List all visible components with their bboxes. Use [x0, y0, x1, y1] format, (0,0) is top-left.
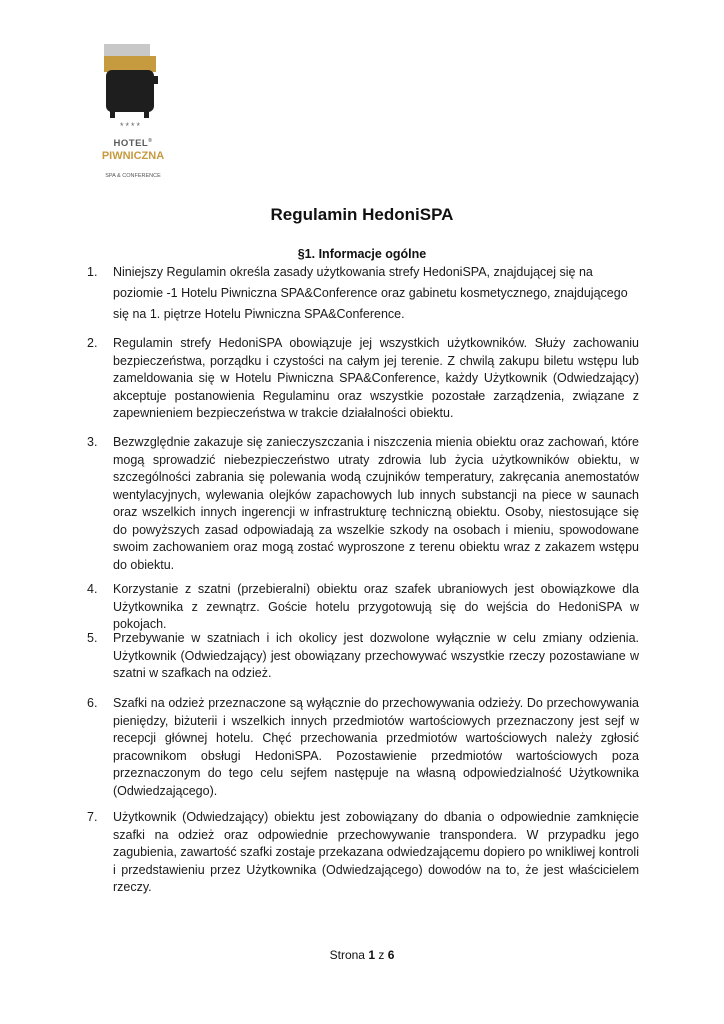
rule-item [87, 695, 639, 800]
rule-number: 3. [87, 435, 98, 449]
logo-leg [144, 108, 149, 118]
document-title: Regulamin HedoniSPA [270, 205, 454, 224]
rule-number: 4. [87, 582, 98, 596]
rule-text: Użytkownik (Odwiedzający) obiektu jest zobowiązany do dbania o odpowiednie zamknięcie szafki na odzież oraz odpowiednie przechowywanie transpondera. W przypadku jego zagubienia, zawartość szafki zostaje przekazana odwiedzającemu dopiero po wnikliwej kontroli i przedstawieniu przez Użytkownika (Odwiedzającego) dowodów na to, że jest właścicielem rzeczy. [113, 810, 639, 894]
rule-text: Przebywanie w szatniach i ich okolicy jest dozwolone wyłącznie w celu zmiany odzienia. Użytkownik (Odwiedzający) jest obowiązany przechowywać wszystkie rzeczy pozostawiane w szatni w szafkach na odzież. [113, 631, 639, 680]
rule-number: 2. [87, 336, 98, 350]
rule-text: Niniejszy Regulamin określa zasady użytkowania strefy HedoniSPA, znajdującej się na poziomie -1 Hotelu Piwniczna SPA&Conference oraz gabinetu kosmetycznego, znajdującego się na 1. piętrze Hotelu Piwniczna SPA&Conference. [113, 265, 628, 321]
rule-number: 7. [87, 810, 98, 824]
registered-mark: ® [148, 138, 153, 144]
hotel-stars: **** [119, 121, 142, 131]
page-label: Strona [329, 948, 365, 962]
rule-item [87, 581, 639, 634]
current-page-number: 1 [368, 948, 375, 962]
brand-hotel-label: HOTEL® [113, 138, 153, 150]
logo-dark-body [106, 70, 154, 112]
total-pages-number: 6 [387, 948, 395, 962]
rule-text: Korzystanie z szatni (przebieralni) obiektu oraz szafek ubraniowych jest obowiązkowe dla Użytkownika z zewnątrz. Goście hotelu przygotowują się do wejścia do HedoniSPA w pokojach. [113, 582, 639, 631]
logo-head [148, 76, 158, 84]
rule-item [87, 630, 639, 683]
brand-name: PIWNICZNA [101, 150, 165, 162]
rule-number: 1. [87, 265, 98, 279]
rule-item [87, 434, 639, 574]
rule-text: Szafki na odzież przeznaczone są wyłącznie do przechowywania odzieży. Do przechowywania pieniędzy, biżuterii i wszelkich innych przedmiotów wartościowych przeznaczony jest sejf w recepcji głównej hotelu. Chęć przechowania przedmiotów wartościowych należy zgłosić pracownikom obsługi HedoniSPA. Pozostawienie przedmiotów wartościowych poza przeznaczonym do tego celu sejfem następuje na własną odpowiedzialność Użytkownika (Odwiedzającego). [113, 696, 639, 798]
logo-emblem [98, 42, 162, 122]
section-heading: §1. Informacje ogólne [297, 247, 427, 261]
rule-item [87, 809, 639, 897]
rule-item [87, 262, 639, 325]
page-footer [0, 948, 724, 962]
page-separator: z [378, 948, 385, 962]
rule-text: Bezwzględnie zakazuje się zanieczyszczania i niszczenia mienia obiektu oraz zachowań, które mogą sprowadzić niebezpieczeństwo utraty zdrowia lub życia użytkowników obiektu, w szczególności zabrania się polewania wodą czujników temperatury, zakręcania anemostatów wentylacyjnych, wylewania olejków zapachowych lub innych substancji na piece w saunach oraz wszelkich innych ingerencji w infrastrukturę techniczną obiektu. Osoby, niestosujące się do powyższych zasad odpowiadają za wszelkie szkody na osobach i mieniu, spowodowane swoim zachowaniem oraz mogą zostać wyproszone z terenu obiektu wraz z zakazem wstępu do obiektu. [113, 435, 639, 572]
logo-gold-band [104, 56, 156, 72]
logo-leg [110, 108, 115, 118]
rule-text: Regulamin strefy HedoniSPA obowiązuje jej wszystkich użytkowników. Służy zachowaniu bezpieczeństwa, porządku i czystości na całym jej terenie. Z chwilą zakupu biletu wstępu lub zameldowania się w Hotelu Piwniczna SPA&Conference, każdy Użytkownik (Odwiedzający) akceptuje postanowienia Regulaminu oraz wszystkie pozostałe zarządzenia, związane z zapewnieniem bezpieczeństwa w trakcie działalności obiektu. [113, 336, 639, 420]
rule-number: 6. [87, 696, 98, 710]
rule-item [87, 335, 639, 423]
hotel-logo [92, 42, 174, 187]
brand-tagline: SPA & CONFERENCE [105, 173, 161, 179]
rule-number: 5. [87, 631, 98, 645]
